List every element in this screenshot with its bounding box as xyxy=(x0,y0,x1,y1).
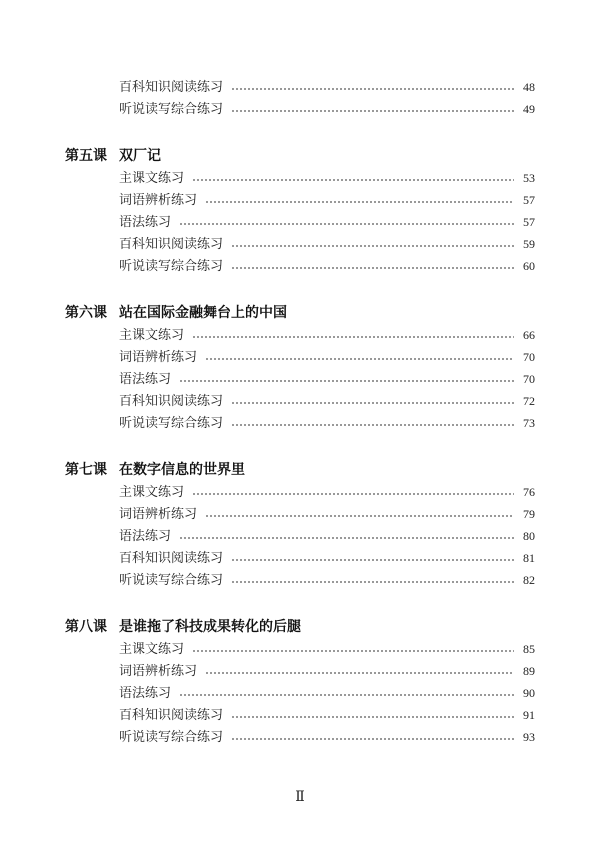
dot-leader xyxy=(179,536,514,540)
lesson-title: 在数字信息的世界里 xyxy=(119,462,245,478)
dot-leader xyxy=(231,244,514,248)
toc-entry xyxy=(65,390,535,412)
dot-leader xyxy=(231,715,514,719)
toc-entry-label: 听说读写综合练习 xyxy=(119,729,224,744)
lesson-number: 第五课 xyxy=(65,148,107,164)
toc-entry-page-number: 49 xyxy=(523,102,535,116)
toc-entry-label: 语法练习 xyxy=(119,371,172,386)
toc-entry xyxy=(65,98,535,120)
toc-group-lesson xyxy=(65,616,535,748)
lesson-heading xyxy=(65,459,535,481)
toc-entry xyxy=(65,412,535,434)
toc-entry-label: 听说读写综合练习 xyxy=(119,572,224,587)
lesson-title: 是谁拖了科技成果转化的后腿 xyxy=(119,619,301,635)
toc-entry-label: 语法练习 xyxy=(119,685,172,700)
dot-leader xyxy=(231,580,514,584)
toc-entry-label: 百科知识阅读练习 xyxy=(119,236,224,251)
lesson-title: 站在国际金融舞台上的中国 xyxy=(119,305,287,321)
lesson-number: 第七课 xyxy=(65,462,107,478)
toc-entry-page-number: 57 xyxy=(523,193,535,207)
dot-leader xyxy=(205,671,514,675)
dot-leader xyxy=(179,379,514,383)
toc-group-continued xyxy=(65,76,535,120)
toc-entry xyxy=(65,547,535,569)
toc-entry-page-number: 57 xyxy=(523,215,535,229)
toc-entry-page-number: 53 xyxy=(523,171,535,185)
toc-entry-page-number: 90 xyxy=(523,686,535,700)
dot-leader xyxy=(231,401,514,405)
toc-entry xyxy=(65,660,535,682)
dot-leader xyxy=(231,266,514,270)
toc-entry xyxy=(65,76,535,98)
toc-entry-label: 语法练习 xyxy=(119,214,172,229)
toc-entry-label: 百科知识阅读练习 xyxy=(119,79,224,94)
toc-entry-page-number: 70 xyxy=(523,372,535,386)
toc-entry xyxy=(65,704,535,726)
toc-group-lesson xyxy=(65,302,535,434)
toc-entry-page-number: 81 xyxy=(523,551,535,565)
lesson-heading xyxy=(65,616,535,638)
dot-leader xyxy=(179,222,514,226)
dot-leader xyxy=(192,649,514,653)
toc-entry-label: 主课文练习 xyxy=(119,484,185,499)
lesson-number: 第八课 xyxy=(65,619,107,635)
toc-entry-page-number: 66 xyxy=(523,328,535,342)
toc-entry-page-number: 48 xyxy=(523,80,535,94)
toc-entry-page-number: 80 xyxy=(523,529,535,543)
dot-leader xyxy=(205,357,514,361)
toc-entry-label: 百科知识阅读练习 xyxy=(119,393,224,408)
toc-entry-label: 词语辨析练习 xyxy=(119,349,198,364)
toc-entry-page-number: 70 xyxy=(523,350,535,364)
dot-leader xyxy=(179,693,514,697)
dot-leader xyxy=(192,178,514,182)
toc-entry xyxy=(65,569,535,591)
toc-entry-label: 百科知识阅读练习 xyxy=(119,550,224,565)
toc-entry-label: 词语辨析练习 xyxy=(119,506,198,521)
toc-entry-label: 词语辨析练习 xyxy=(119,663,198,678)
toc-entry xyxy=(65,481,535,503)
toc-entry-page-number: 91 xyxy=(523,708,535,722)
toc-entry xyxy=(65,167,535,189)
toc-entry-label: 听说读写综合练习 xyxy=(119,415,224,430)
toc-entry xyxy=(65,211,535,233)
toc-entry xyxy=(65,682,535,704)
toc-entry-label: 主课文练习 xyxy=(119,327,185,342)
toc-entry-page-number: 85 xyxy=(523,642,535,656)
lesson-title: 双厂记 xyxy=(119,148,161,164)
toc-entry-page-number: 60 xyxy=(523,259,535,273)
toc-entry xyxy=(65,233,535,255)
toc-entry-page-number: 59 xyxy=(523,237,535,251)
toc-entry-label: 听说读写综合练习 xyxy=(119,258,224,273)
toc-entry-page-number: 89 xyxy=(523,664,535,678)
toc-entry xyxy=(65,638,535,660)
dot-leader xyxy=(231,87,514,91)
toc-entry-label: 主课文练习 xyxy=(119,170,185,185)
lesson-number: 第六课 xyxy=(65,305,107,321)
toc-entry-page-number: 82 xyxy=(523,573,535,587)
toc-entry-label: 语法练习 xyxy=(119,528,172,543)
lesson-heading xyxy=(65,302,535,324)
toc-entry-label: 主课文练习 xyxy=(119,641,185,656)
toc-entry xyxy=(65,189,535,211)
toc-group-lesson xyxy=(65,459,535,591)
toc-entry-label: 百科知识阅读练习 xyxy=(119,707,224,722)
toc-entry xyxy=(65,525,535,547)
dot-leader xyxy=(205,514,514,518)
toc-entry xyxy=(65,726,535,748)
toc-entry-page-number: 72 xyxy=(523,394,535,408)
table-of-contents xyxy=(65,76,535,748)
page-number-footer: Ⅱ xyxy=(295,789,305,805)
toc-entry-page-number: 73 xyxy=(523,416,535,430)
toc-entry-page-number: 93 xyxy=(523,730,535,744)
dot-leader xyxy=(231,423,514,427)
toc-entry xyxy=(65,346,535,368)
toc-entry xyxy=(65,503,535,525)
dot-leader xyxy=(231,737,514,741)
toc-group-lesson xyxy=(65,145,535,277)
toc-entry-label: 词语辨析练习 xyxy=(119,192,198,207)
toc-entry xyxy=(65,255,535,277)
dot-leader xyxy=(192,335,514,339)
dot-leader xyxy=(192,492,514,496)
toc-entry-page-number: 79 xyxy=(523,507,535,521)
toc-entry-label: 听说读写综合练习 xyxy=(119,101,224,116)
dot-leader xyxy=(205,200,514,204)
toc-entry xyxy=(65,368,535,390)
toc-entry xyxy=(65,324,535,346)
dot-leader xyxy=(231,109,514,113)
dot-leader xyxy=(231,558,514,562)
lesson-heading xyxy=(65,145,535,167)
toc-entry-page-number: 76 xyxy=(523,485,535,499)
